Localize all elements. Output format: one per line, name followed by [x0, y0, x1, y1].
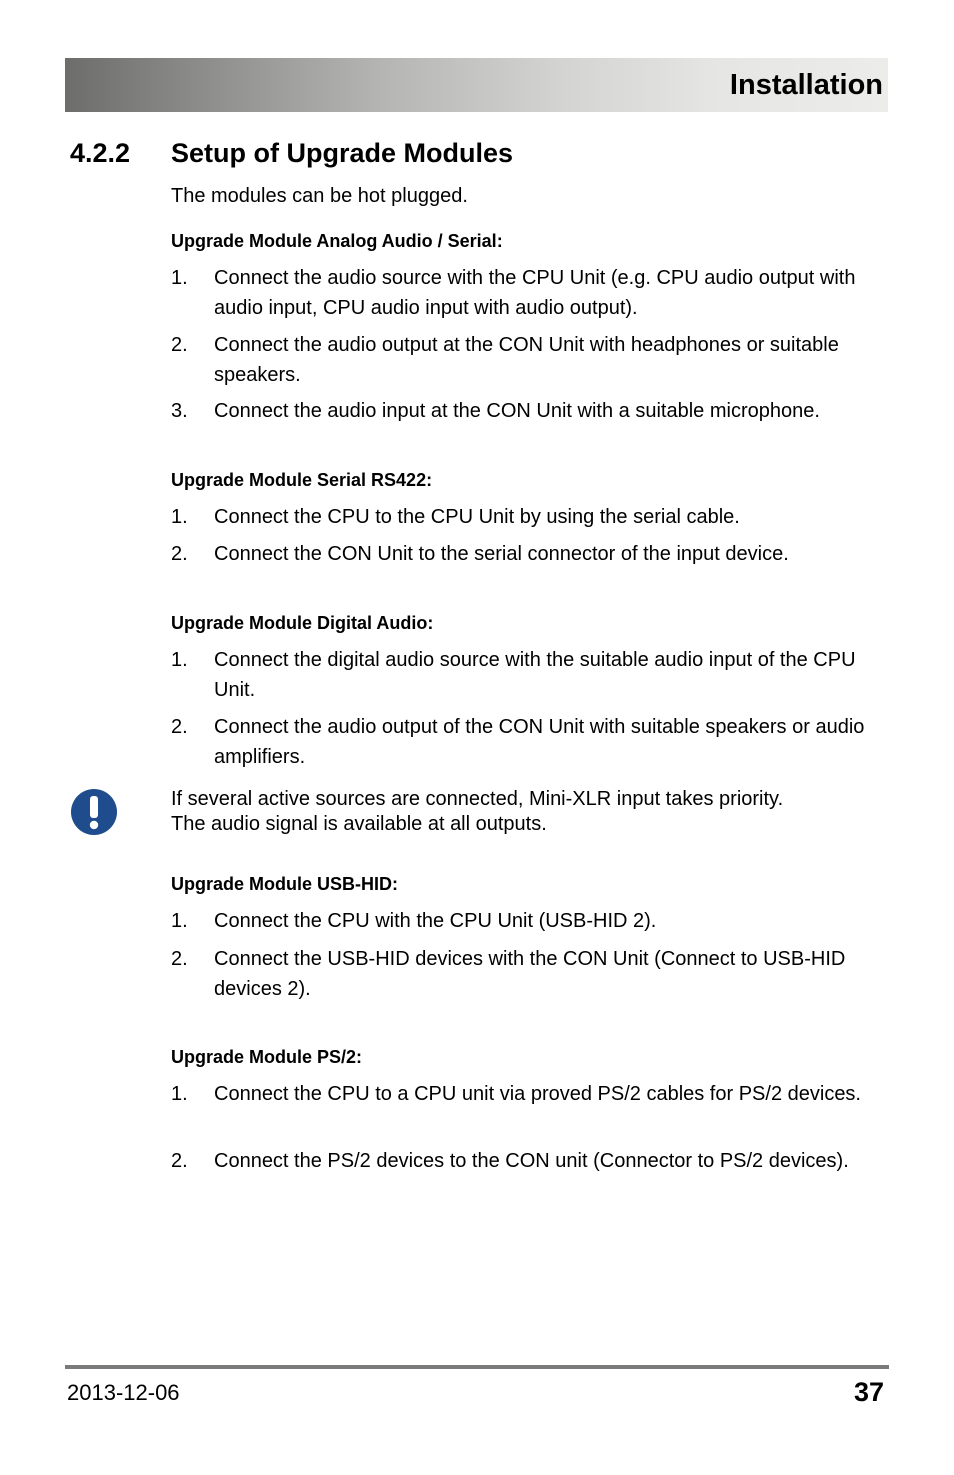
intro-text: The modules can be hot plugged. — [171, 185, 468, 207]
list-text: Connect the audio output at the CON Unit with headphones or suitable speakers. — [214, 334, 839, 386]
list-text: Connect the digital audio source with the suitable audio input of the CPU Unit. — [214, 649, 856, 701]
section-heading — [70, 136, 513, 170]
list-item — [171, 539, 881, 569]
list-number: 1. — [171, 910, 188, 932]
section-number: 4.2.2 — [70, 138, 131, 168]
list-text: Connect the audio output of the CON Unit with suitable speakers or audio amplifiers. — [214, 716, 865, 768]
list-number: 2. — [171, 716, 188, 738]
list-text: Connect the CPU to a CPU unit via proved PS/2 cables for PS/2 devices. — [214, 1083, 861, 1105]
list-number: 2. — [171, 1150, 188, 1172]
list-item — [171, 906, 881, 936]
page-number: 37 — [853, 1377, 884, 1407]
footer-divider — [65, 1365, 889, 1369]
chapter-header-bar — [65, 58, 888, 112]
analog-heading: Upgrade Module Analog Audio / Serial: — [171, 231, 503, 251]
list-item — [171, 1146, 881, 1176]
digital-heading: Upgrade Module Digital Audio: — [171, 613, 434, 633]
chapter-title: Installation — [729, 69, 883, 101]
list-item — [171, 1079, 881, 1109]
list-text: Connect the audio source with the CPU Unit (e.g. CPU audio output with audio input, CPU audio input with audio output). — [214, 267, 856, 319]
list-text: Connect the CPU to the CPU Unit by using the serial cable. — [214, 506, 740, 528]
note-line: The audio signal is available at all outputs. — [171, 813, 547, 835]
note-line: If several active sources are connected, Mini-XLR input takes priority. — [171, 788, 784, 810]
list-number: 2. — [171, 334, 188, 356]
list-number: 2. — [171, 948, 188, 970]
usbhid-heading: Upgrade Module USB-HID: — [171, 874, 398, 894]
list-item — [171, 645, 881, 705]
footer-date: 2013-12-06 — [67, 1380, 180, 1405]
list-number: 1. — [171, 1083, 188, 1105]
list-item — [171, 330, 881, 390]
note-text — [171, 787, 881, 837]
list-item — [171, 396, 881, 426]
list-item — [171, 944, 881, 1004]
ps2-heading: Upgrade Module PS/2: — [171, 1047, 363, 1067]
section-title: Setup of Upgrade Modules — [171, 138, 514, 168]
list-number: 1. — [171, 267, 188, 289]
rs422-heading: Upgrade Module Serial RS422: — [171, 470, 433, 490]
list-text: Connect the USB-HID devices with the CON Unit (Connect to USB-HID devices 2). — [214, 948, 846, 1000]
list-text: Connect the CPU with the CPU Unit (USB-HID 2). — [214, 910, 657, 932]
list-text: Connect the audio input at the CON Unit with a suitable microphone. — [214, 400, 820, 422]
exclamation-icon — [70, 788, 118, 836]
list-text: Connect the PS/2 devices to the CON unit (Connector to PS/2 devices). — [214, 1150, 849, 1172]
list-item — [171, 712, 881, 772]
list-number: 2. — [171, 543, 188, 565]
list-number: 1. — [171, 506, 188, 528]
list-number: 3. — [171, 400, 188, 422]
list-number: 1. — [171, 649, 188, 671]
list-item — [171, 263, 881, 323]
list-text: Connect the CON Unit to the serial connector of the input device. — [214, 543, 789, 565]
list-item — [171, 502, 881, 532]
